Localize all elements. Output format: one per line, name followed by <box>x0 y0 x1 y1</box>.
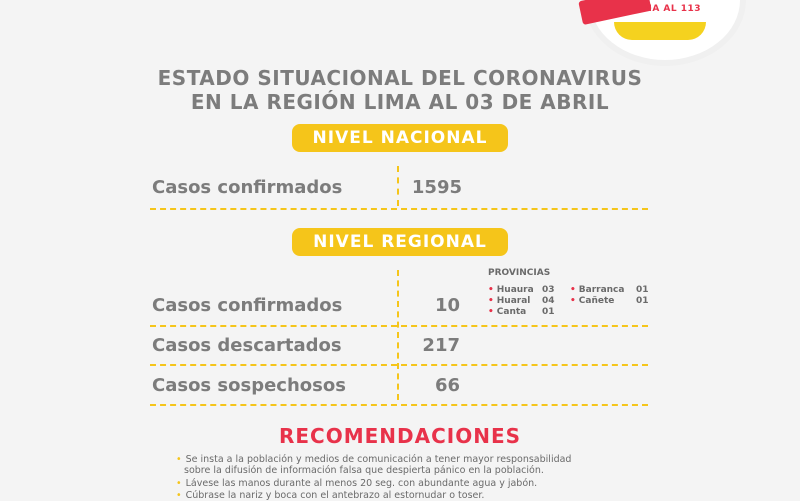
hotline-label: LLAMA AL 113 <box>622 4 702 14</box>
regional-divider <box>397 270 399 400</box>
nacional-separator <box>150 208 648 210</box>
regional-descartados-label: Casos descartados <box>152 335 342 356</box>
regional-separator-1 <box>150 325 648 327</box>
recomendaciones-title: RECOMENDACIONES <box>278 424 522 448</box>
recomendacion-item: • Cúbrase la nariz y boca con el antebrazo al estornudar o toser. <box>176 490 485 501</box>
regional-descartados-value: 217 <box>422 335 460 356</box>
page-title-line2: EN LA REGIÓN LIMA AL 03 DE ABRIL <box>190 90 610 114</box>
nacional-confirmados-value: 1595 <box>411 177 462 198</box>
nacional-confirmados-label: Casos confirmados <box>152 177 343 198</box>
nacional-divider <box>397 166 399 206</box>
nivel-regional-header: NIVEL REGIONAL <box>292 228 508 256</box>
nivel-nacional-header: NIVEL NACIONAL <box>292 124 508 152</box>
provincia-item: • Barranca 01 <box>570 285 649 295</box>
recomendacion-item: • Lávese las manos durante al menos 20 seg. con abundante agua y jabón. <box>176 478 538 489</box>
provincia-item: • Cañete 01 <box>570 296 649 306</box>
provincia-item: • Huaura 03 <box>488 285 555 295</box>
regional-sospechosos-value: 66 <box>434 375 460 396</box>
regional-sospechosos-label: Casos sospechosos <box>152 375 346 396</box>
regional-separator-2 <box>150 364 648 366</box>
regional-separator-3 <box>150 404 648 406</box>
page-title-line1: ESTADO SITUACIONAL DEL CORONAVIRUS <box>157 66 643 90</box>
regional-confirmados-value: 10 <box>434 295 460 316</box>
provincia-item: • Canta 01 <box>488 307 555 317</box>
regional-confirmados-label: Casos confirmados <box>152 295 343 316</box>
provincias-title: PROVINCIAS <box>488 268 551 278</box>
recomendacion-item: • Se insta a la población y medios de comunicación a tener mayor responsabilidad sobre la difusión de información falsa que despierta pánico en la población. <box>176 454 572 476</box>
badge-yellow-band <box>614 22 706 40</box>
provincia-item: • Huaral 04 <box>488 296 555 306</box>
